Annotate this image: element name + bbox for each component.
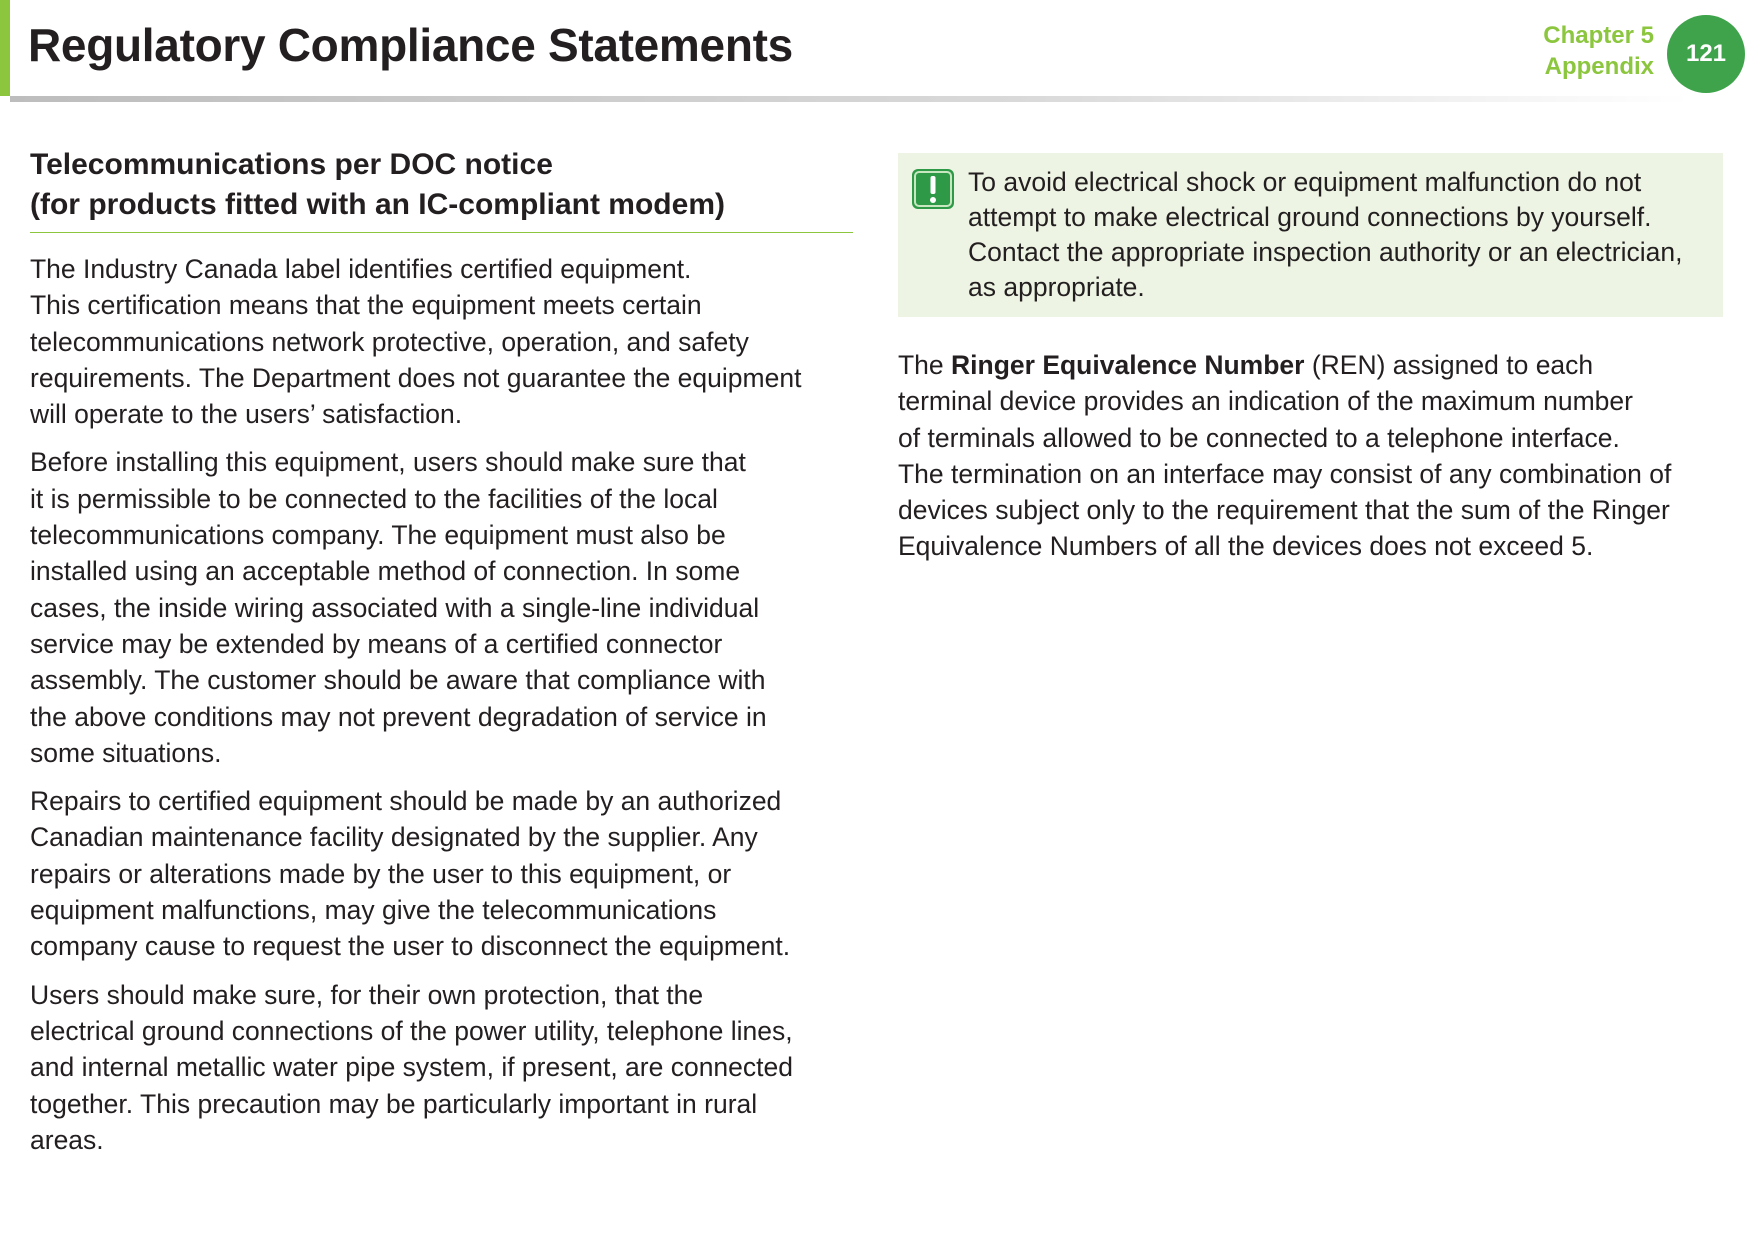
text-line: will operate to the users’ satisfaction.: [30, 399, 463, 430]
paragraph-installation: [30, 444, 853, 771]
text-line: Contact the appropriate inspection authority or an electrician,: [968, 237, 1683, 267]
text-line: some situations.: [30, 737, 222, 768]
text-line: company cause to request the user to disconnect the equipment.: [30, 931, 791, 962]
page-number-badge: 121: [1667, 15, 1745, 93]
text-line: requirements. The Department does not guarantee the equipment: [30, 362, 802, 393]
text-line: [898, 347, 1723, 383]
text-line: installed using an acceptable method of connection. In some: [30, 556, 741, 587]
caution-exclamation-icon: [912, 169, 954, 209]
text-line: devices subject only to the requirement that the sum of the Ringer: [898, 495, 1670, 526]
caution-text: [968, 165, 1713, 305]
header-divider: [10, 96, 1690, 102]
text-line: Users should make sure, for their own protection, that the: [30, 979, 704, 1010]
text-line: attempt to make electrical ground connections by yourself.: [968, 202, 1652, 232]
left-column: [30, 145, 853, 1170]
paragraph-ren: [898, 347, 1723, 565]
heading-line: (for products fitted with an IC-compliant modem): [30, 188, 725, 221]
text-line: assembly. The customer should be aware that compliance with: [30, 665, 766, 696]
ren-first-line-rest: (REN) assigned to each: [1304, 350, 1594, 380]
ren-term: Ringer Equivalence Number: [951, 350, 1305, 380]
paragraph-ic-label: [30, 251, 853, 432]
paragraph-repairs: [30, 783, 853, 964]
text-line: service may be extended by means of a certified connector: [30, 628, 723, 659]
text-line: Equivalence Numbers of all the devices does not exceed 5.: [898, 531, 1594, 562]
text-line: equipment malfunctions, may give the telecommunications: [30, 895, 717, 926]
text-line: This certification means that the equipment meets certain: [30, 290, 702, 321]
ren-prefix: The: [898, 350, 952, 380]
right-column: [898, 153, 1723, 577]
text-line: Repairs to certified equipment should be made by an authorized: [30, 786, 782, 817]
text-line: the above conditions may not prevent degradation of service in: [30, 701, 767, 732]
text-line: and internal metallic water pipe system, if present, are connected: [30, 1052, 794, 1083]
text-line: telecommunications company. The equipment must also be: [30, 520, 726, 551]
text-line: electrical ground connections of the power utility, telephone lines,: [30, 1015, 793, 1046]
text-line: The termination on an interface may consist of any combination of: [898, 458, 1672, 489]
text-line: together. This precaution may be particularly important in rural: [30, 1088, 758, 1119]
page-title: Regulatory Compliance Statements: [28, 19, 793, 71]
text-line: areas.: [30, 1124, 104, 1155]
text-line: Before installing this equipment, users should make sure that: [30, 447, 746, 478]
text-line: repairs or alterations made by the user to this equipment, or: [30, 858, 732, 889]
text-line: it is permissible to be connected to the facilities of the local: [30, 483, 718, 514]
caution-box: [898, 153, 1723, 317]
section-heading: [30, 145, 853, 233]
heading-line: Telecommunications per DOC notice: [30, 148, 553, 181]
text-line: telecommunications network protective, operation, and safety: [30, 326, 749, 357]
chapter-label: Chapter 5: [1543, 22, 1654, 49]
text-line: cases, the inside wiring associated with a single-line individual: [30, 592, 760, 623]
text-line: as appropriate.: [968, 272, 1145, 302]
text-line: of terminals allowed to be connected to a telephone interface.: [898, 422, 1620, 453]
section-label: Appendix: [1544, 53, 1654, 80]
text-line: Canadian maintenance facility designated by the supplier. Any: [30, 822, 758, 853]
text-line: The Industry Canada label identifies certified equipment.: [30, 254, 692, 284]
paragraph-grounding: [30, 977, 853, 1158]
chapter-info: [1543, 20, 1654, 82]
header-accent-bar: [0, 0, 10, 96]
text-line: To avoid electrical shock or equipment malfunction do not: [968, 167, 1642, 197]
text-line: terminal device provides an indication of the maximum number: [898, 386, 1633, 417]
